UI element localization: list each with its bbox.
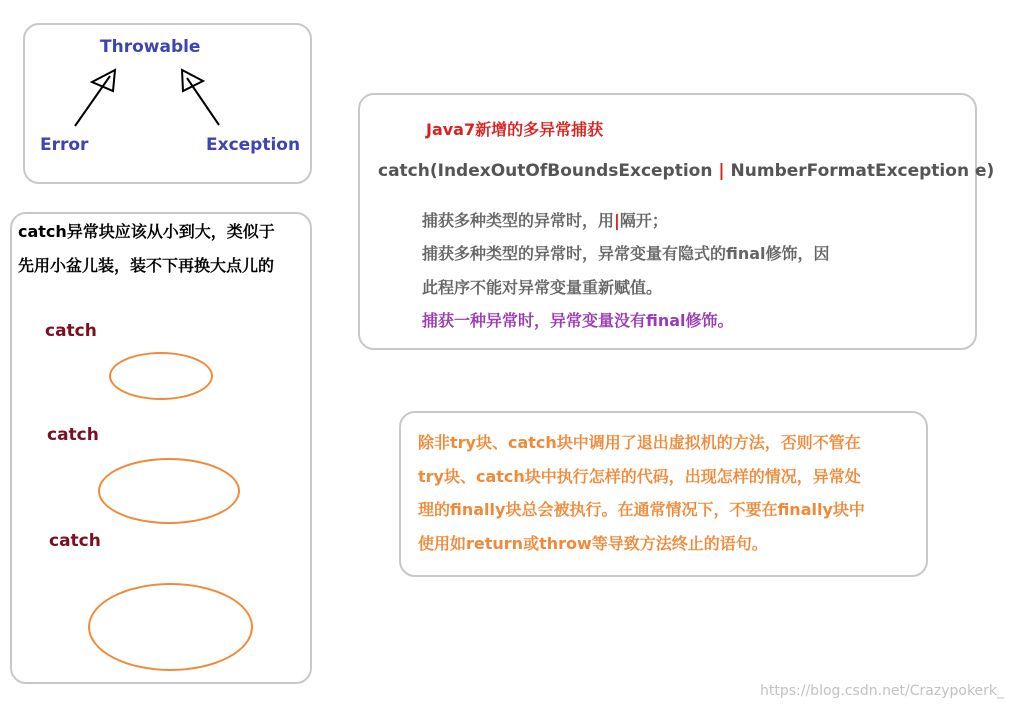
code-part2: NumberFormatException e) — [724, 161, 995, 181]
finally-note-line3: 理的finally块总会被执行。在通常情况下，不要在finally块中 — [418, 500, 865, 519]
finally-note-line2: try块、catch块中执行怎样的代码，出现怎样的情况，异常处 — [418, 467, 861, 486]
error-to-throwable-arrowhead — [92, 70, 115, 91]
catch-order-note-line1: catch异常块应该从小到大，类似于 — [18, 222, 275, 241]
multi-catch-line3: 此程序不能对异常变量重新赋值。 — [422, 278, 663, 297]
multi-catch-code — [378, 161, 994, 181]
small-catch-ellipse — [109, 352, 213, 400]
catch-label-medium: catch — [47, 425, 99, 445]
code-part1: catch(IndexOutOfBoundsException — [378, 161, 719, 181]
catch-order-note-line2: 先用小盆儿装，装不下再换大点儿的 — [18, 256, 275, 275]
exception-label: Exception — [206, 135, 301, 155]
multi-catch-line1 — [422, 208, 668, 231]
medium-catch-ellipse — [98, 458, 240, 524]
code-pipe: | — [718, 161, 725, 181]
finally-note-line4: 使用如return或throw等导致方法终止的语句。 — [418, 534, 768, 553]
multi-catch-title: Java7新增的多异常捕获 — [426, 120, 604, 139]
throwable-label: Throwable — [100, 37, 201, 57]
exception-to-throwable-arrow-line — [187, 78, 219, 125]
large-catch-ellipse — [88, 583, 253, 671]
finally-note-line1: 除非try块、catch块中调用了退出虚拟机的方法，否则不管在 — [418, 433, 861, 452]
error-label: Error — [40, 135, 89, 155]
line1-pipe: | — [614, 211, 620, 230]
line1-part1: 捕获多种类型的异常时，用 — [422, 211, 615, 230]
catch-label-large: catch — [49, 531, 101, 551]
catch-label-small: catch — [45, 321, 97, 341]
error-to-throwable-arrow-line — [75, 76, 110, 126]
line1-part2: 隔开； — [619, 211, 668, 230]
multi-catch-line2: 捕获多种类型的异常时，异常变量有隐式的final修饰，因 — [422, 244, 830, 263]
multi-catch-line4: 捕获一种异常时，异常变量没有final修饰。 — [422, 311, 734, 330]
watermark: https://blog.csdn.net/Crazypokerk_ — [760, 683, 1005, 699]
